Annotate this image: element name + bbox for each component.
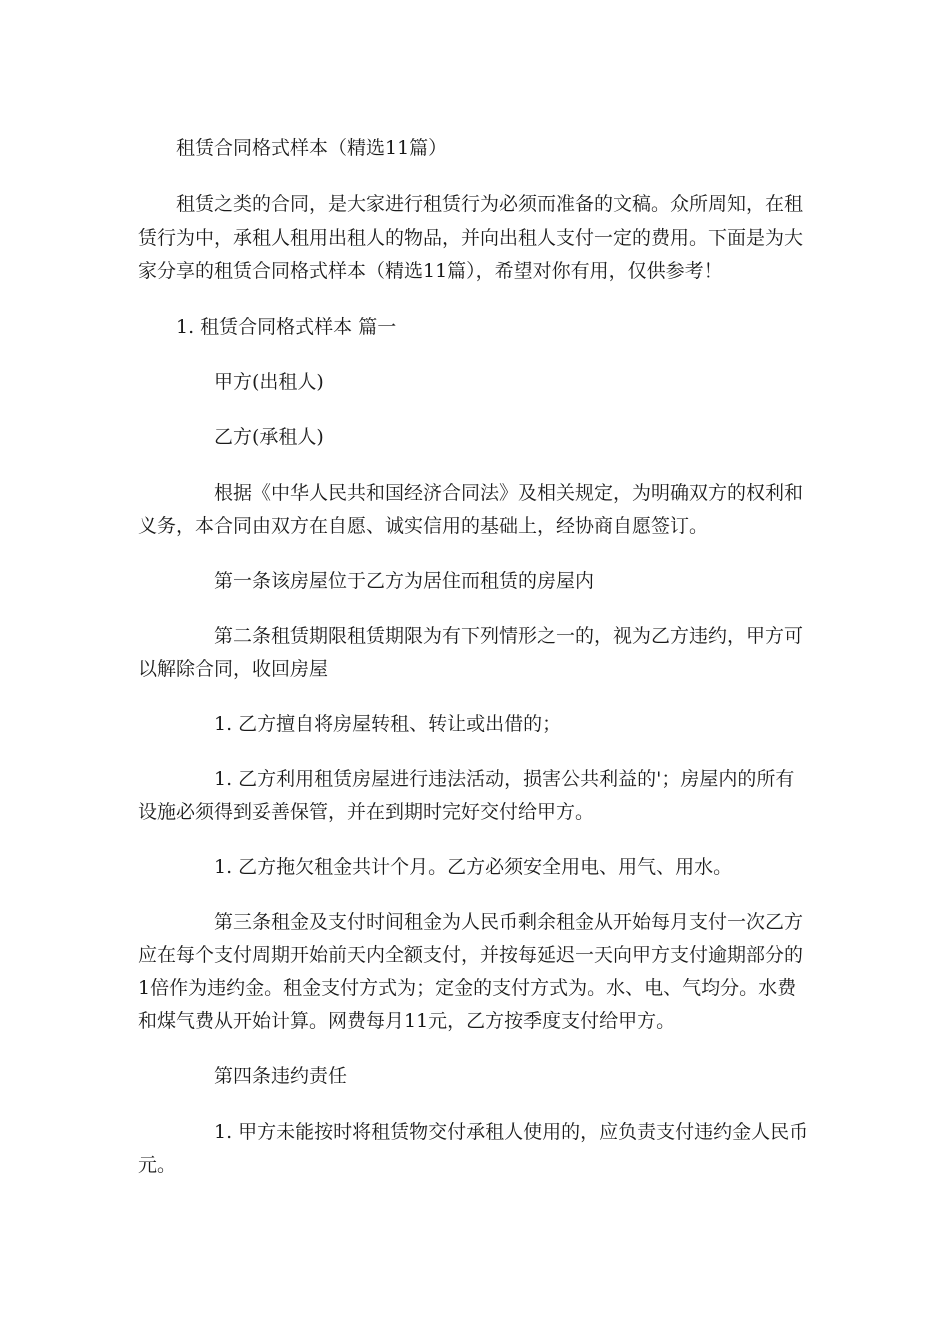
article-3-line-4: 和煤气费从开始计算。网费每月11元，乙方按季度支付给甲方。 bbox=[138, 1010, 676, 1032]
item-1: 1. 乙方擅自将房屋转租、转让或出借的； bbox=[214, 713, 562, 735]
document-title: 租赁合同格式样本（精选11篇） bbox=[176, 137, 448, 159]
intro-line-3: 家分享的租赁合同格式样本（精选11篇），希望对你有用，仅供参考！ bbox=[138, 260, 723, 282]
preamble-line-1: 根据《中华人民共和国经济合同法》及相关规定，为明确双方的权利和 bbox=[214, 482, 804, 504]
article-3-line-1: 第三条租金及支付时间租金为人民币剩余租金从开始每月支付一次乙方 bbox=[214, 911, 804, 933]
item-2-line-1: 1. 乙方利用租赁房屋进行违法活动，损害公共利益的'；房屋内的所有 bbox=[214, 768, 795, 790]
article-2-line-1: 第二条租赁期限租赁期限为有下列情形之一的，视为乙方违约，甲方可 bbox=[214, 625, 804, 647]
intro-line-1: 租赁之类的合同，是大家进行租赁行为必须而准备的文稿。众所周知，在租 bbox=[176, 193, 804, 215]
preamble-line-2: 义务，本合同由双方在自愿、诚实信用的基础上，经协商自愿签订。 bbox=[138, 515, 709, 537]
article-4: 第四条违约责任 bbox=[214, 1065, 348, 1087]
party-b: 乙方(承租人) bbox=[214, 426, 324, 448]
item-2-line-2: 设施必须得到妥善保管，并在到期时完好交付给甲方。 bbox=[138, 801, 595, 823]
article-3-line-2: 应在每个支付周期开始前天内全额支付，并按每延迟一天向甲方支付逾期部分的 bbox=[138, 944, 804, 966]
item-4-line-1: 1. 甲方未能按时将租赁物交付承租人使用的，应负责支付违约金人民币 bbox=[214, 1121, 809, 1143]
item-3: 1. 乙方拖欠租金共计个月。乙方必须安全用电、用气、用水。 bbox=[214, 856, 733, 878]
article-2-line-2: 以解除合同，收回房屋 bbox=[138, 658, 329, 680]
party-a: 甲方(出租人) bbox=[214, 371, 324, 393]
item-4-line-2: 元。 bbox=[138, 1154, 177, 1176]
article-1: 第一条该房屋位于乙方为居住而租赁的房屋内 bbox=[214, 570, 595, 592]
article-3-line-3: 1倍作为违约金。租金支付方式为；定金的支付方式为。水、电、气均分。水费 bbox=[138, 977, 797, 999]
intro-line-2: 赁行为中，承租人租用出租人的物品，并向出租人支付一定的费用。下面是为大 bbox=[138, 227, 804, 249]
section-heading: 1. 租赁合同格式样本 篇一 bbox=[176, 316, 397, 338]
